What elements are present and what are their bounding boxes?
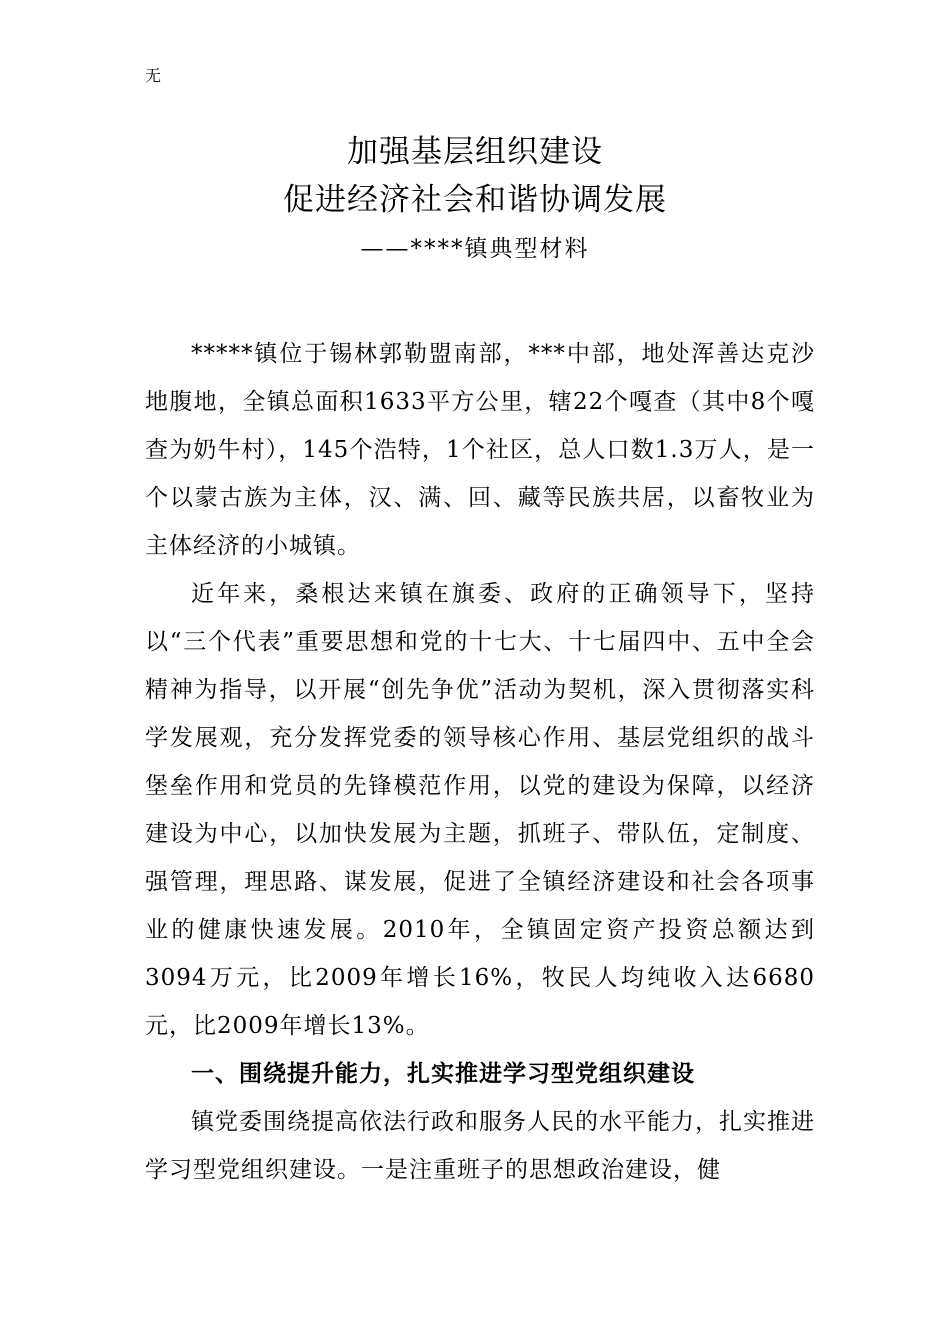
paragraph-intro: *****镇位于锡林郭勒盟南部，***中部，地处浑善达克沙地腹地，全镇总面积1633平方公里，辖22个嘎查（其中8个嘎查为奶牛村），145个浩特，1个社区，总人口数1.3万人，是一个以蒙古族为主体，汉、满、回、藏等民族共居，以畜牧业为主体经济的小城镇。 [145,341,815,559]
section-heading-1: 一、围绕提升能力，扎实推进学习型党组织建设 [191,1061,695,1087]
paragraph-overview: 近年来，桑根达来镇在旗委、政府的正确领导下，坚持以“三个代表”重要思想和党的十七大、十七届四中、五中全会精神为指导，以开展“创先争优”活动为契机，深入贯彻落实科学发展观，充分发挥党委的领导核心作用、基层党组织的战斗堡垒作用和党员的先锋模范作用，以党的建设为保障，以经济建设为中心，以加快发展为主题，抓班子、带队伍，定制度、强管理，理思路、谋发展，促进了全镇经济建设和社会各项事业的健康快速发展。2010年，全镇固定资产投资总额达到3094万元，比2009年增长16%，牧民人均纯收入达6680元，比2009年增长13%。 [145,581,815,1039]
document-subtitle: ——****镇典型材料 [360,236,590,262]
document-title-line-1: 加强基层组织建设 [347,134,603,170]
document-title-line-2: 促进经济社会和谐协调发展 [283,182,667,218]
document-body [145,330,815,1194]
paragraph-section-1: 镇党委围绕提高依法行政和服务人民的水平能力，扎实推进学习型党组织建设。一是注重班子的思想政治建设，健 [145,1109,815,1183]
header-mark: 无 [145,66,162,85]
